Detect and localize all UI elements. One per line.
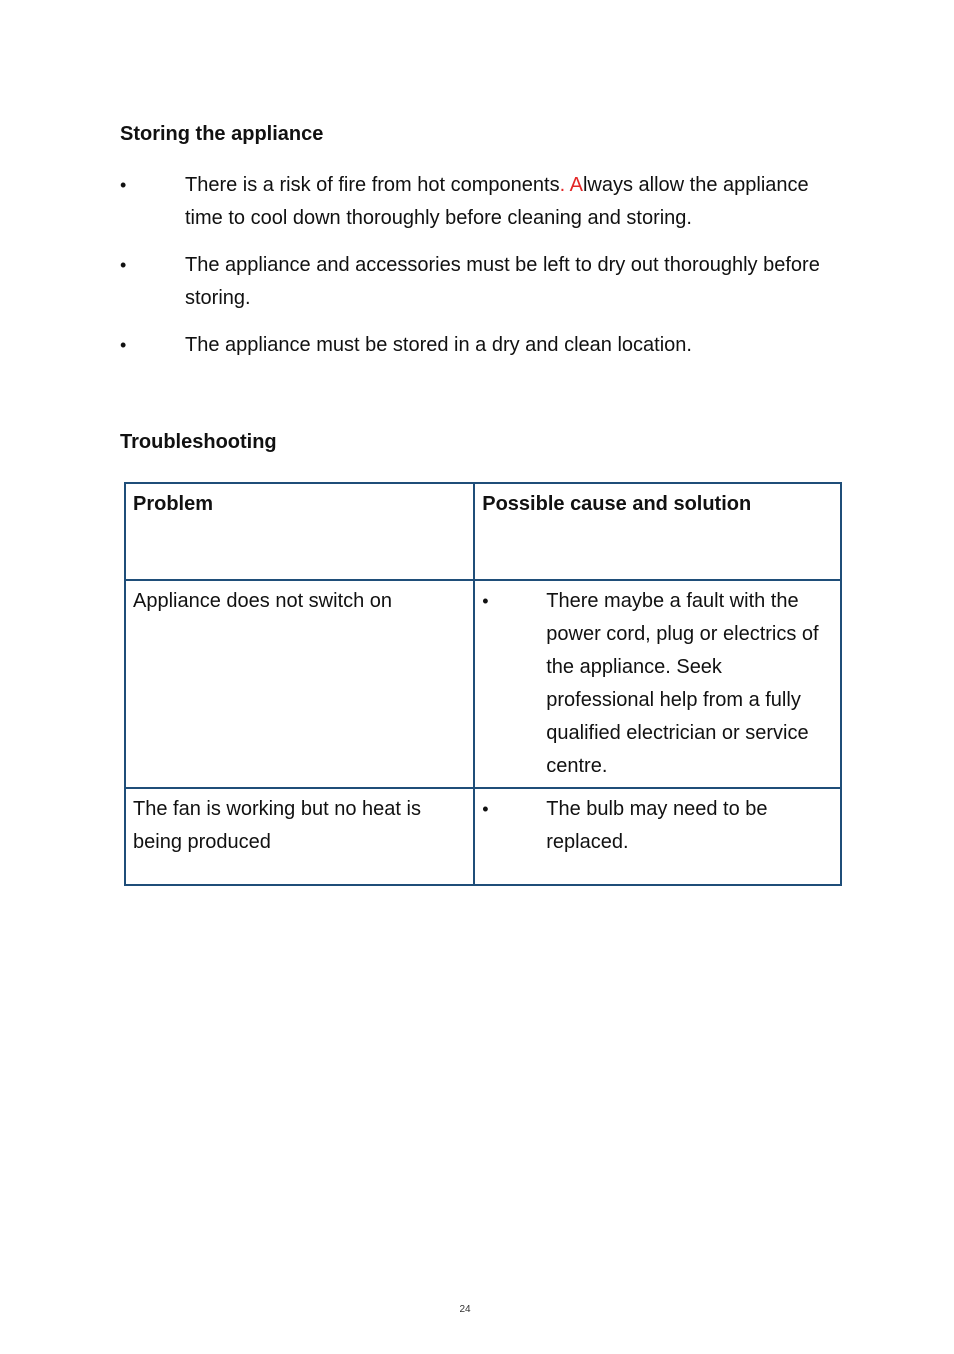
list-item: [120, 169, 840, 235]
bullet-icon: •: [120, 175, 127, 195]
problem-cell: Appliance does not switch on: [125, 580, 474, 788]
solution-bullet-item: [482, 793, 833, 859]
list-item-text: The appliance must be stored in a dry and clean location.: [185, 334, 692, 356]
table-row: [125, 788, 841, 885]
page-number: 24: [459, 1304, 471, 1315]
bullet-icon: •: [120, 335, 127, 355]
list-item-text: There is a risk of fire from hot components: [185, 174, 560, 196]
solution-text: The bulb may need to be replaced.: [546, 798, 768, 853]
troubleshooting-heading: Troubleshooting: [120, 431, 277, 453]
solution-bullet-item: [482, 585, 833, 783]
problem-cell: The fan is working but no heat is being produced: [125, 788, 474, 885]
storing-heading: Storing the appliance: [120, 123, 324, 145]
bullet-icon: •: [120, 255, 127, 275]
list-item: [120, 249, 840, 315]
list-item-text: The appliance and accessories must be left to dry out thoroughly before storing.: [185, 254, 820, 309]
solution-cell: [474, 580, 841, 788]
table-row: [125, 580, 841, 788]
troubleshooting-table: [124, 482, 842, 886]
list-item-text: lways allow the appliance time to cool down thoroughly before cleaning and storing.: [185, 174, 809, 229]
bullet-icon: •: [482, 799, 489, 819]
solution-text: There maybe a fault with the power cord, plug or electrics of the appliance. Seek professional help from a fully qualified electrician or service centre.: [546, 590, 819, 777]
table-header-row: [125, 483, 841, 580]
column-header-problem: Problem: [125, 483, 474, 580]
storing-bullet-list: [120, 169, 840, 376]
list-item: [120, 329, 840, 362]
solution-cell: [474, 788, 841, 885]
column-header-solution: Possible cause and solution: [474, 483, 841, 580]
list-item-text-red: . A: [559, 174, 583, 196]
bullet-icon: •: [482, 591, 489, 611]
